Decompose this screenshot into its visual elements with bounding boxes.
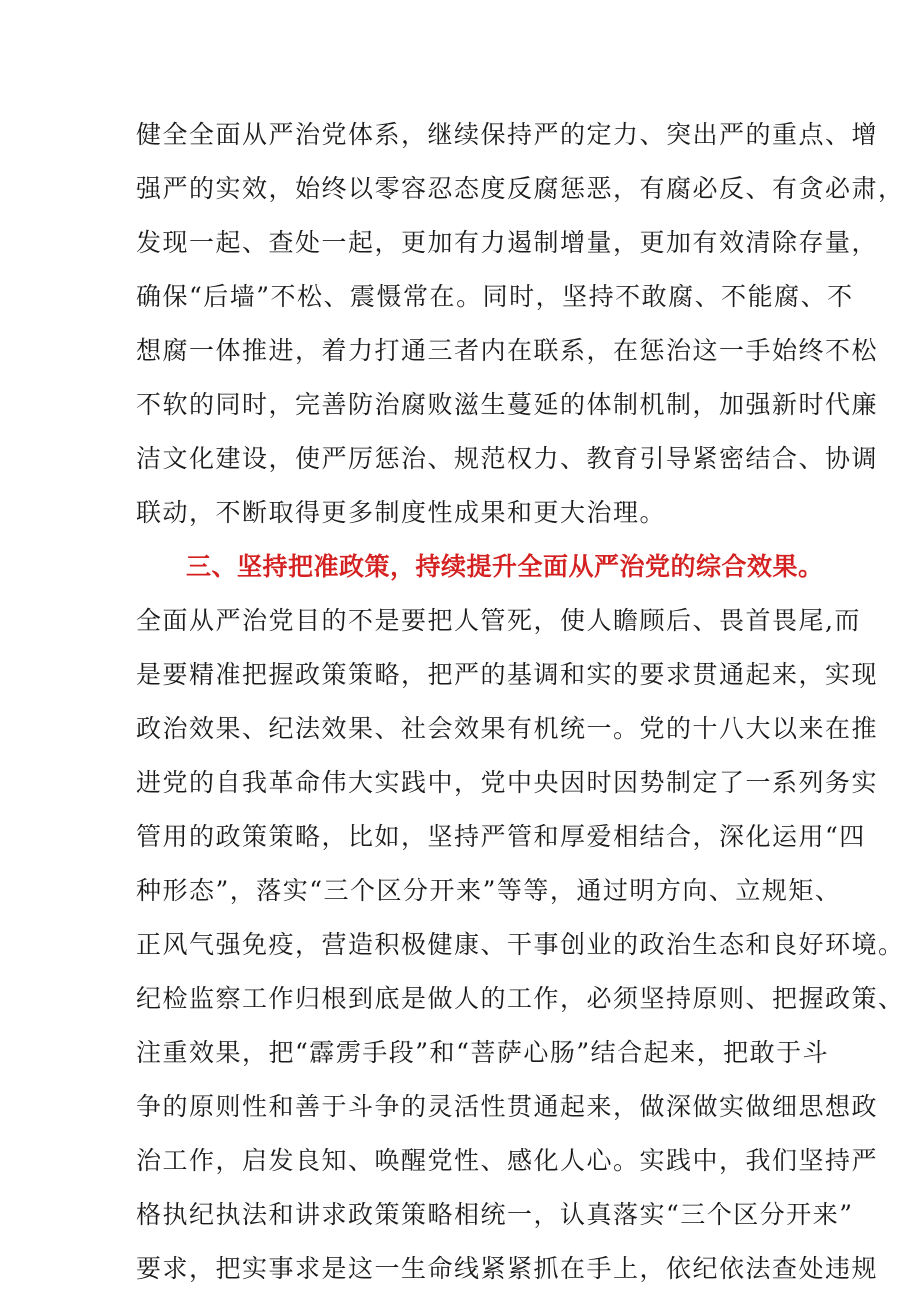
document-body — [136, 108, 905, 1296]
text-line: 是要精准把握政策策略，把严的基调和实的要求贯通起来，实现 — [136, 660, 879, 689]
text-line: 洁文化建设，使严厉惩治、规范权力、教育引导紧密结合、协调 — [136, 444, 879, 473]
text-line: 发现一起、查处一起，更加有力遏制增量，更加有效清除存量， — [136, 228, 879, 257]
text-line: 要求，把实事求是这一生命线紧紧抓在手上，依纪依法查处违规 — [136, 1254, 879, 1283]
text-line: 争的原则性和善于斗争的灵活性贯通起来，做深做实做细思想政 — [136, 1092, 879, 1121]
text-line: 全面从严治党目的不是要把人管死，使人瞻顾后、畏首畏尾,而 — [136, 606, 861, 635]
paragraph-1 — [136, 108, 905, 540]
section-heading: 三、坚持把准政策，持续提升全面从严治党的综合效果。 — [186, 552, 824, 581]
text-line: 进党的自我革命伟大实践中，党中央因时因势制定了一系列务实 — [136, 768, 879, 797]
text-line: 注重效果，把“霹雳手段”和“菩萨心肠”结合起来，把敢于斗 — [136, 1038, 830, 1067]
text-line: 强严的实效，始终以零容忍态度反腐惩恶，有腐必反、有贪必肃， — [136, 174, 905, 203]
text-line: 政治效果、纪法效果、社会效果有机统一。党的十八大以来在推 — [136, 714, 879, 743]
text-line: 治工作，启发良知、唤醒党性、感化人心。实践中，我们坚持严 — [136, 1146, 879, 1175]
text-line: 不软的同时，完善防治腐败滋生蔓延的体制机制，加强新时代廉 — [136, 390, 879, 419]
text-line: 纪检监察工作归根到底是做人的工作，必须坚持原则、把握政策、 — [136, 984, 905, 1013]
text-line: 种形态”，落实“三个区分开来”等等，通过明方向、立规矩、 — [136, 876, 842, 905]
text-line: 管用的政策策略，比如，坚持严管和厚爱相结合，深化运用“四 — [136, 822, 866, 851]
text-line: 健全全面从严治党体系，继续保持严的定力、突出严的重点、增 — [136, 120, 879, 149]
text-line: 正风气强免疫，营造积极健康、干事创业的政治生态和良好环境。 — [136, 930, 905, 959]
text-line: 联动，不断取得更多制度性成果和更大治理。 — [136, 498, 667, 527]
text-line: 确保“后墙”不松、震慑常在。同时，坚持不敢腐、不能腐、不 — [136, 282, 854, 311]
paragraph-2 — [136, 594, 905, 1296]
text-line: 想腐一体推进，着力打通三者内在联系，在惩治这一手始终不松 — [136, 336, 879, 365]
text-line: 格执纪执法和讲求政策策略相统一，认真落实“三个区分开来” — [136, 1200, 854, 1229]
